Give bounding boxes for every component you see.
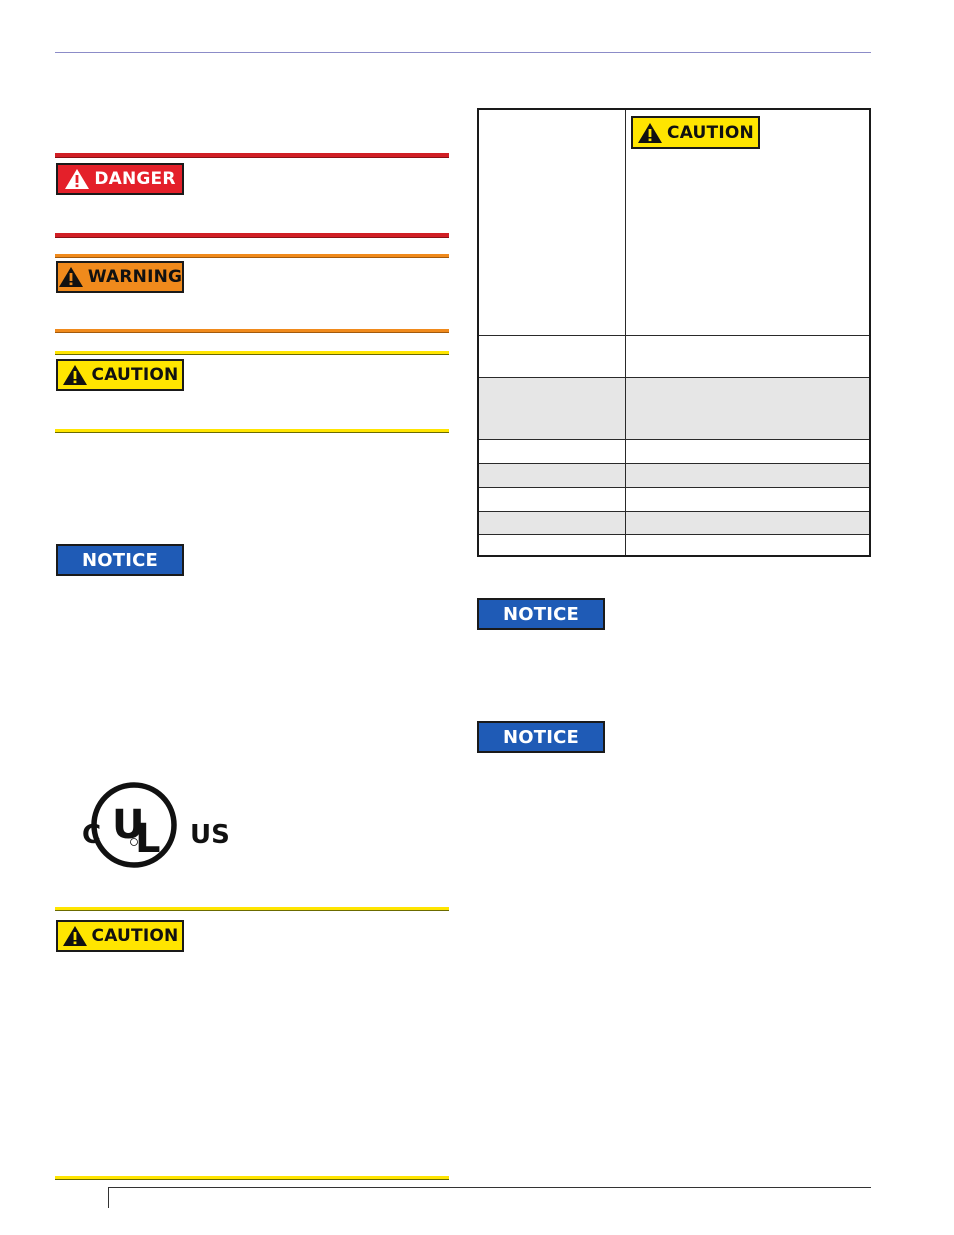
caution-label-2 xyxy=(56,920,184,952)
caution-label-table xyxy=(631,116,760,149)
caution-top-rule xyxy=(55,351,449,355)
danger-bottom-rule xyxy=(55,233,449,238)
table-cell xyxy=(479,488,626,511)
warning-triangle-icon xyxy=(64,168,90,190)
svg-text:U: U xyxy=(112,802,145,848)
caution-bottom-rule-2 xyxy=(55,1176,449,1180)
table-cell xyxy=(479,535,626,555)
notice-label-3 xyxy=(477,721,605,753)
notice-label-text: NOTICE xyxy=(81,549,159,571)
notice-label-2-text: NOTICE xyxy=(502,603,580,625)
footer-vertical-rule xyxy=(108,1187,109,1208)
notice-label-3-text: NOTICE xyxy=(502,726,580,748)
table-row xyxy=(479,110,869,336)
warning-bottom-rule xyxy=(55,329,449,333)
table-cell xyxy=(479,440,626,463)
table-cell xyxy=(479,378,626,439)
footer-rule xyxy=(108,1187,871,1188)
specifications-table xyxy=(477,108,871,557)
danger-label xyxy=(56,163,184,195)
table-row xyxy=(479,512,869,535)
danger-label-text: DANGER xyxy=(94,169,176,189)
table-cell xyxy=(479,110,626,335)
caution-label xyxy=(56,359,184,391)
table-row xyxy=(479,440,869,464)
danger-top-rule xyxy=(55,153,449,158)
header-rule xyxy=(55,52,871,53)
table-row xyxy=(479,488,869,512)
table-row xyxy=(479,464,869,488)
table-row xyxy=(479,535,869,555)
notice-label-2 xyxy=(477,598,605,630)
caution-top-rule-2 xyxy=(55,907,449,911)
caution-label-table-text: CAUTION xyxy=(667,122,754,143)
caution-label-text: CAUTION xyxy=(91,365,179,385)
notice-label xyxy=(56,544,184,576)
caution-label-2-text: CAUTION xyxy=(91,926,179,946)
table-cell xyxy=(479,464,626,487)
warning-triangle-icon xyxy=(62,364,88,386)
warning-top-rule xyxy=(55,254,449,258)
table-cell xyxy=(479,512,626,534)
warning-triangle-icon xyxy=(62,925,88,947)
warning-label xyxy=(56,261,184,293)
warning-triangle-icon xyxy=(58,266,84,288)
table-cell xyxy=(479,336,626,377)
ul-certification-mark xyxy=(82,780,230,870)
svg-text:L: L xyxy=(135,816,161,862)
warning-triangle-icon xyxy=(637,122,663,144)
ul-mark-us: US xyxy=(190,820,230,850)
caution-bottom-rule xyxy=(55,429,449,433)
table-row xyxy=(479,378,869,440)
ul-mark-c: C xyxy=(82,820,102,850)
warning-label-text: WARNING xyxy=(87,267,183,287)
table-row xyxy=(479,336,869,378)
